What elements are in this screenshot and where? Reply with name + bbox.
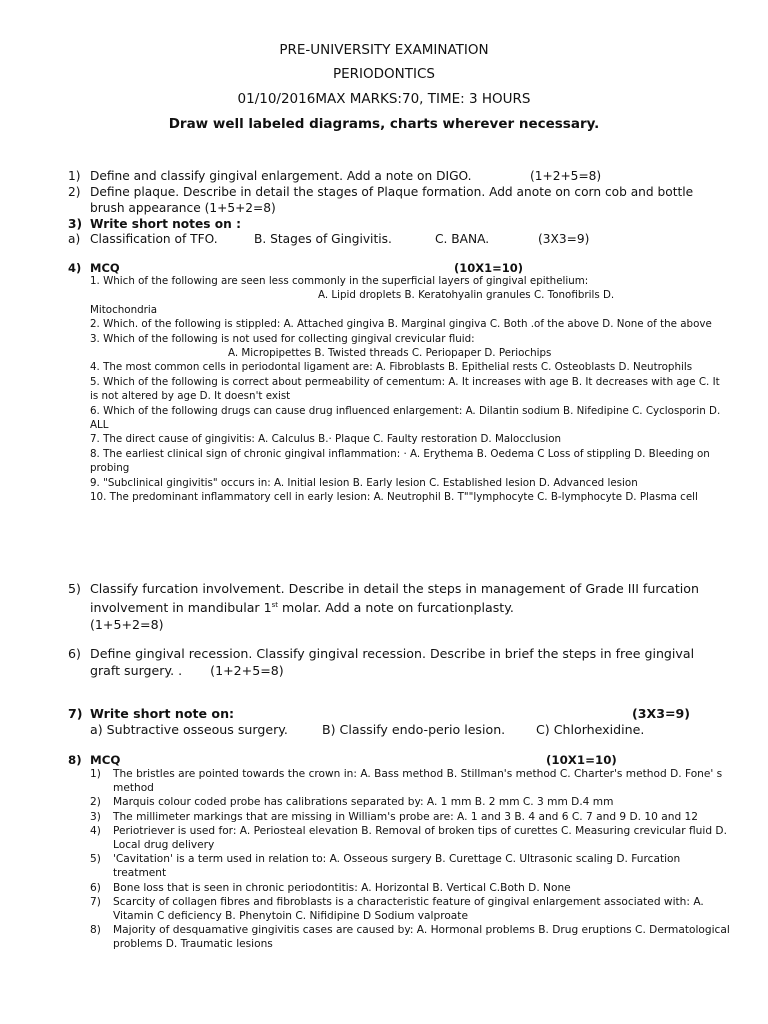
item-text: Marquis colour coded probe has calibrations separated by: A. 1 mm B. 2 mm C. 3 mm D.4 mm bbox=[113, 796, 614, 809]
question-marks: (3X3=9) bbox=[632, 706, 691, 721]
mcq-item: 7. The direct cause of gingivitis: A. Calculus B.· Plaque C. Faulty restoration D. Malocclusion bbox=[90, 433, 562, 446]
mcq-item: 8. The earliest clinical sign of chronic gingival inflammation: · A. Erythema B. Oedema C Loss of stippling D. Bleeding on probing bbox=[90, 447, 710, 475]
question-number: 4) bbox=[68, 261, 82, 275]
mcq-item bbox=[90, 852, 730, 880]
subpart-a: a) Subtractive osseous surgery. bbox=[90, 722, 288, 737]
question-2 bbox=[68, 184, 728, 216]
mcq-item: 5. Which of the following is correct about permeability of cementum: A. It increases with age B. It decreases with age C. It is not altered by age D. It doesn't exist bbox=[90, 375, 720, 403]
item-number: 2) bbox=[90, 796, 101, 809]
mcq-item: 9. "Subclinical gingivitis" occurs in: A. Initial lesion B. Early lesion C. Established lesion D. Advanced lesion bbox=[90, 476, 638, 489]
mcq-item bbox=[90, 810, 730, 824]
item-text: The bristles are pointed towards the crown in: A. Bass method B. Stillman's method C. Charter's method D. Fone' s method bbox=[113, 768, 723, 795]
mcq-item bbox=[90, 923, 730, 951]
mcq-list-1 bbox=[90, 274, 730, 505]
question-text-cont: molar. Add a note on furcationplasty. bbox=[278, 600, 514, 616]
mcq-item bbox=[90, 767, 730, 795]
item-number: 5) bbox=[90, 853, 101, 866]
mcq-item: 1. Which of the following are seen less commonly in the superficial layers of gingival epithelium: bbox=[90, 275, 589, 287]
item-text: Periotriever is used for: A. Periosteal elevation B. Removal of broken tips of curettes C. Measuring crevicular fluid D. Local drug delivery bbox=[113, 824, 727, 852]
question-marks: (10X1=10) bbox=[546, 753, 617, 767]
subject-title: PERIODONTICS bbox=[332, 66, 435, 82]
mcq-item bbox=[90, 895, 730, 923]
question-6 bbox=[68, 645, 728, 679]
subpart-b: B. Stages of Gingivitis. bbox=[254, 232, 392, 246]
question-8 bbox=[68, 752, 728, 768]
mcq-item bbox=[90, 795, 730, 809]
question-marks: (3X3=9) bbox=[538, 232, 590, 246]
item-number: 8) bbox=[90, 924, 101, 937]
question-3 bbox=[68, 216, 728, 232]
exam-title: PRE-UNIVERSITY EXAMINATION bbox=[279, 42, 489, 58]
superscript: st bbox=[271, 601, 279, 609]
item-text: Bone loss that is seen in chronic periodontitis: A. Horizontal B. Vertical C.Both D. None bbox=[113, 881, 571, 894]
question-number: 7) bbox=[68, 706, 83, 721]
question-title: Write short notes on : bbox=[90, 217, 241, 231]
mcq-item: 10. The predominant inflammatory cell in early lesion: A. Neutrophil B. T""lymphocyte C. B-lymphocyte D. Plasma cell bbox=[90, 491, 698, 504]
mcq-item: 3. Which of the following is not used for collecting gingival crevicular fluid: bbox=[90, 332, 475, 345]
question-text: Define plaque. Describe in detail the stages of Plaque formation. Add anote on corn cob and bottle brush appearance (1+5+2=8) bbox=[90, 185, 694, 215]
mcq-item: 6. Which of the following drugs can cause drug influenced enlargement: A. Dilantin sodium B. Nifedipine C. Cyclosporin D. ALL bbox=[90, 404, 721, 432]
question-3-subparts bbox=[68, 231, 728, 247]
question-title: MCQ bbox=[90, 261, 120, 275]
item-number: 1) bbox=[90, 768, 101, 780]
mcq-options-cont: Mitochondria bbox=[90, 303, 158, 316]
item-number: 6) bbox=[90, 881, 101, 894]
question-text: Classify furcation involvement. Describe in detail the steps in management of Grade III furcation involvement in mandibular 1 bbox=[90, 581, 699, 616]
mcq-item: 2. Which. of the following is stippled: A. Attached gingiva B. Marginal gingiva C. Both .of the above D. None of the above bbox=[90, 318, 712, 331]
item-text: The millimeter markings that are missing in William's probe are: A. 1 and 3 B. 4 and 6 C. 7 and 9 D. 10 and 12 bbox=[113, 810, 699, 823]
mcq-item bbox=[90, 824, 730, 852]
item-number: 3) bbox=[90, 810, 101, 823]
question-7-subparts bbox=[68, 722, 728, 738]
question-marks: (1+5+2=8) bbox=[90, 617, 164, 633]
item-number: 4) bbox=[90, 824, 101, 837]
item-text: 'Cavitation' is a term used in relation to: A. Osseous surgery B. Curettage C. Ultrasonic scaling D. Furcation treatment bbox=[113, 853, 681, 880]
question-title: MCQ bbox=[90, 753, 121, 767]
subpart-a: Classification of TFO. bbox=[90, 232, 218, 246]
mcq-list-2 bbox=[90, 767, 730, 952]
question-text: Define and classify gingival enlargement. Add a note on DIGO. bbox=[90, 169, 472, 183]
question-1 bbox=[68, 168, 728, 184]
question-marks: (1+2+5=8) bbox=[210, 663, 284, 678]
question-title: Write short note on: bbox=[90, 706, 235, 721]
question-number: 1) bbox=[68, 169, 81, 183]
question-number: 2) bbox=[68, 185, 81, 199]
item-number: 7) bbox=[90, 895, 101, 908]
question-marks: (10X1=10) bbox=[454, 261, 524, 275]
question-number: 3) bbox=[68, 217, 83, 231]
question-text: Define gingival recession. Classify gingival recession. Describe in brief the steps in free gingival graft surgery. . bbox=[90, 646, 695, 678]
date-marks-time: 01/10/2016MAX MARKS:70, TIME: 3 HOURS bbox=[237, 91, 531, 107]
subpart-c: C. BANA. bbox=[435, 232, 490, 246]
mcq-options: A. Lipid droplets B. Keratohyalin granules C. Tonofibrils D. bbox=[318, 289, 615, 302]
mcq-item: 4. The most common cells in periodontal ligament are: A. Fibroblasts B. Epithelial rests C. Osteoblasts D. Neutrophils bbox=[90, 361, 693, 374]
question-marks: (1+2+5=8) bbox=[530, 169, 602, 183]
question-number: 6) bbox=[68, 646, 81, 661]
subpart-c: C) Chlorhexidine. bbox=[536, 722, 645, 737]
question-5 bbox=[68, 580, 728, 633]
question-number: 8) bbox=[68, 753, 82, 767]
mcq-item bbox=[90, 881, 730, 895]
mcq-options: A. Micropipettes B. Twisted threads C. Periopaper D. Periochips bbox=[228, 347, 552, 360]
question-number: 5) bbox=[68, 581, 81, 596]
item-text: Scarcity of collagen fibres and fibroblasts is a characteristic feature of gingival enlargement associated with: A. Vitamin C deficiency B. Phenytoin C. Nifidipine D Sodium valproate bbox=[113, 895, 704, 923]
subpart-label: a) bbox=[68, 232, 81, 246]
subpart-b: B) Classify endo-perio lesion. bbox=[322, 722, 506, 737]
item-text: Majority of desquamative gingivitis cases are caused by: A. Hormonal problems B. Drug eruptions C. Dermatological problems D. Traumatic lesions bbox=[113, 924, 730, 951]
instruction: Draw well labeled diagrams, charts wherever necessary. bbox=[168, 116, 600, 132]
question-7 bbox=[68, 706, 728, 722]
